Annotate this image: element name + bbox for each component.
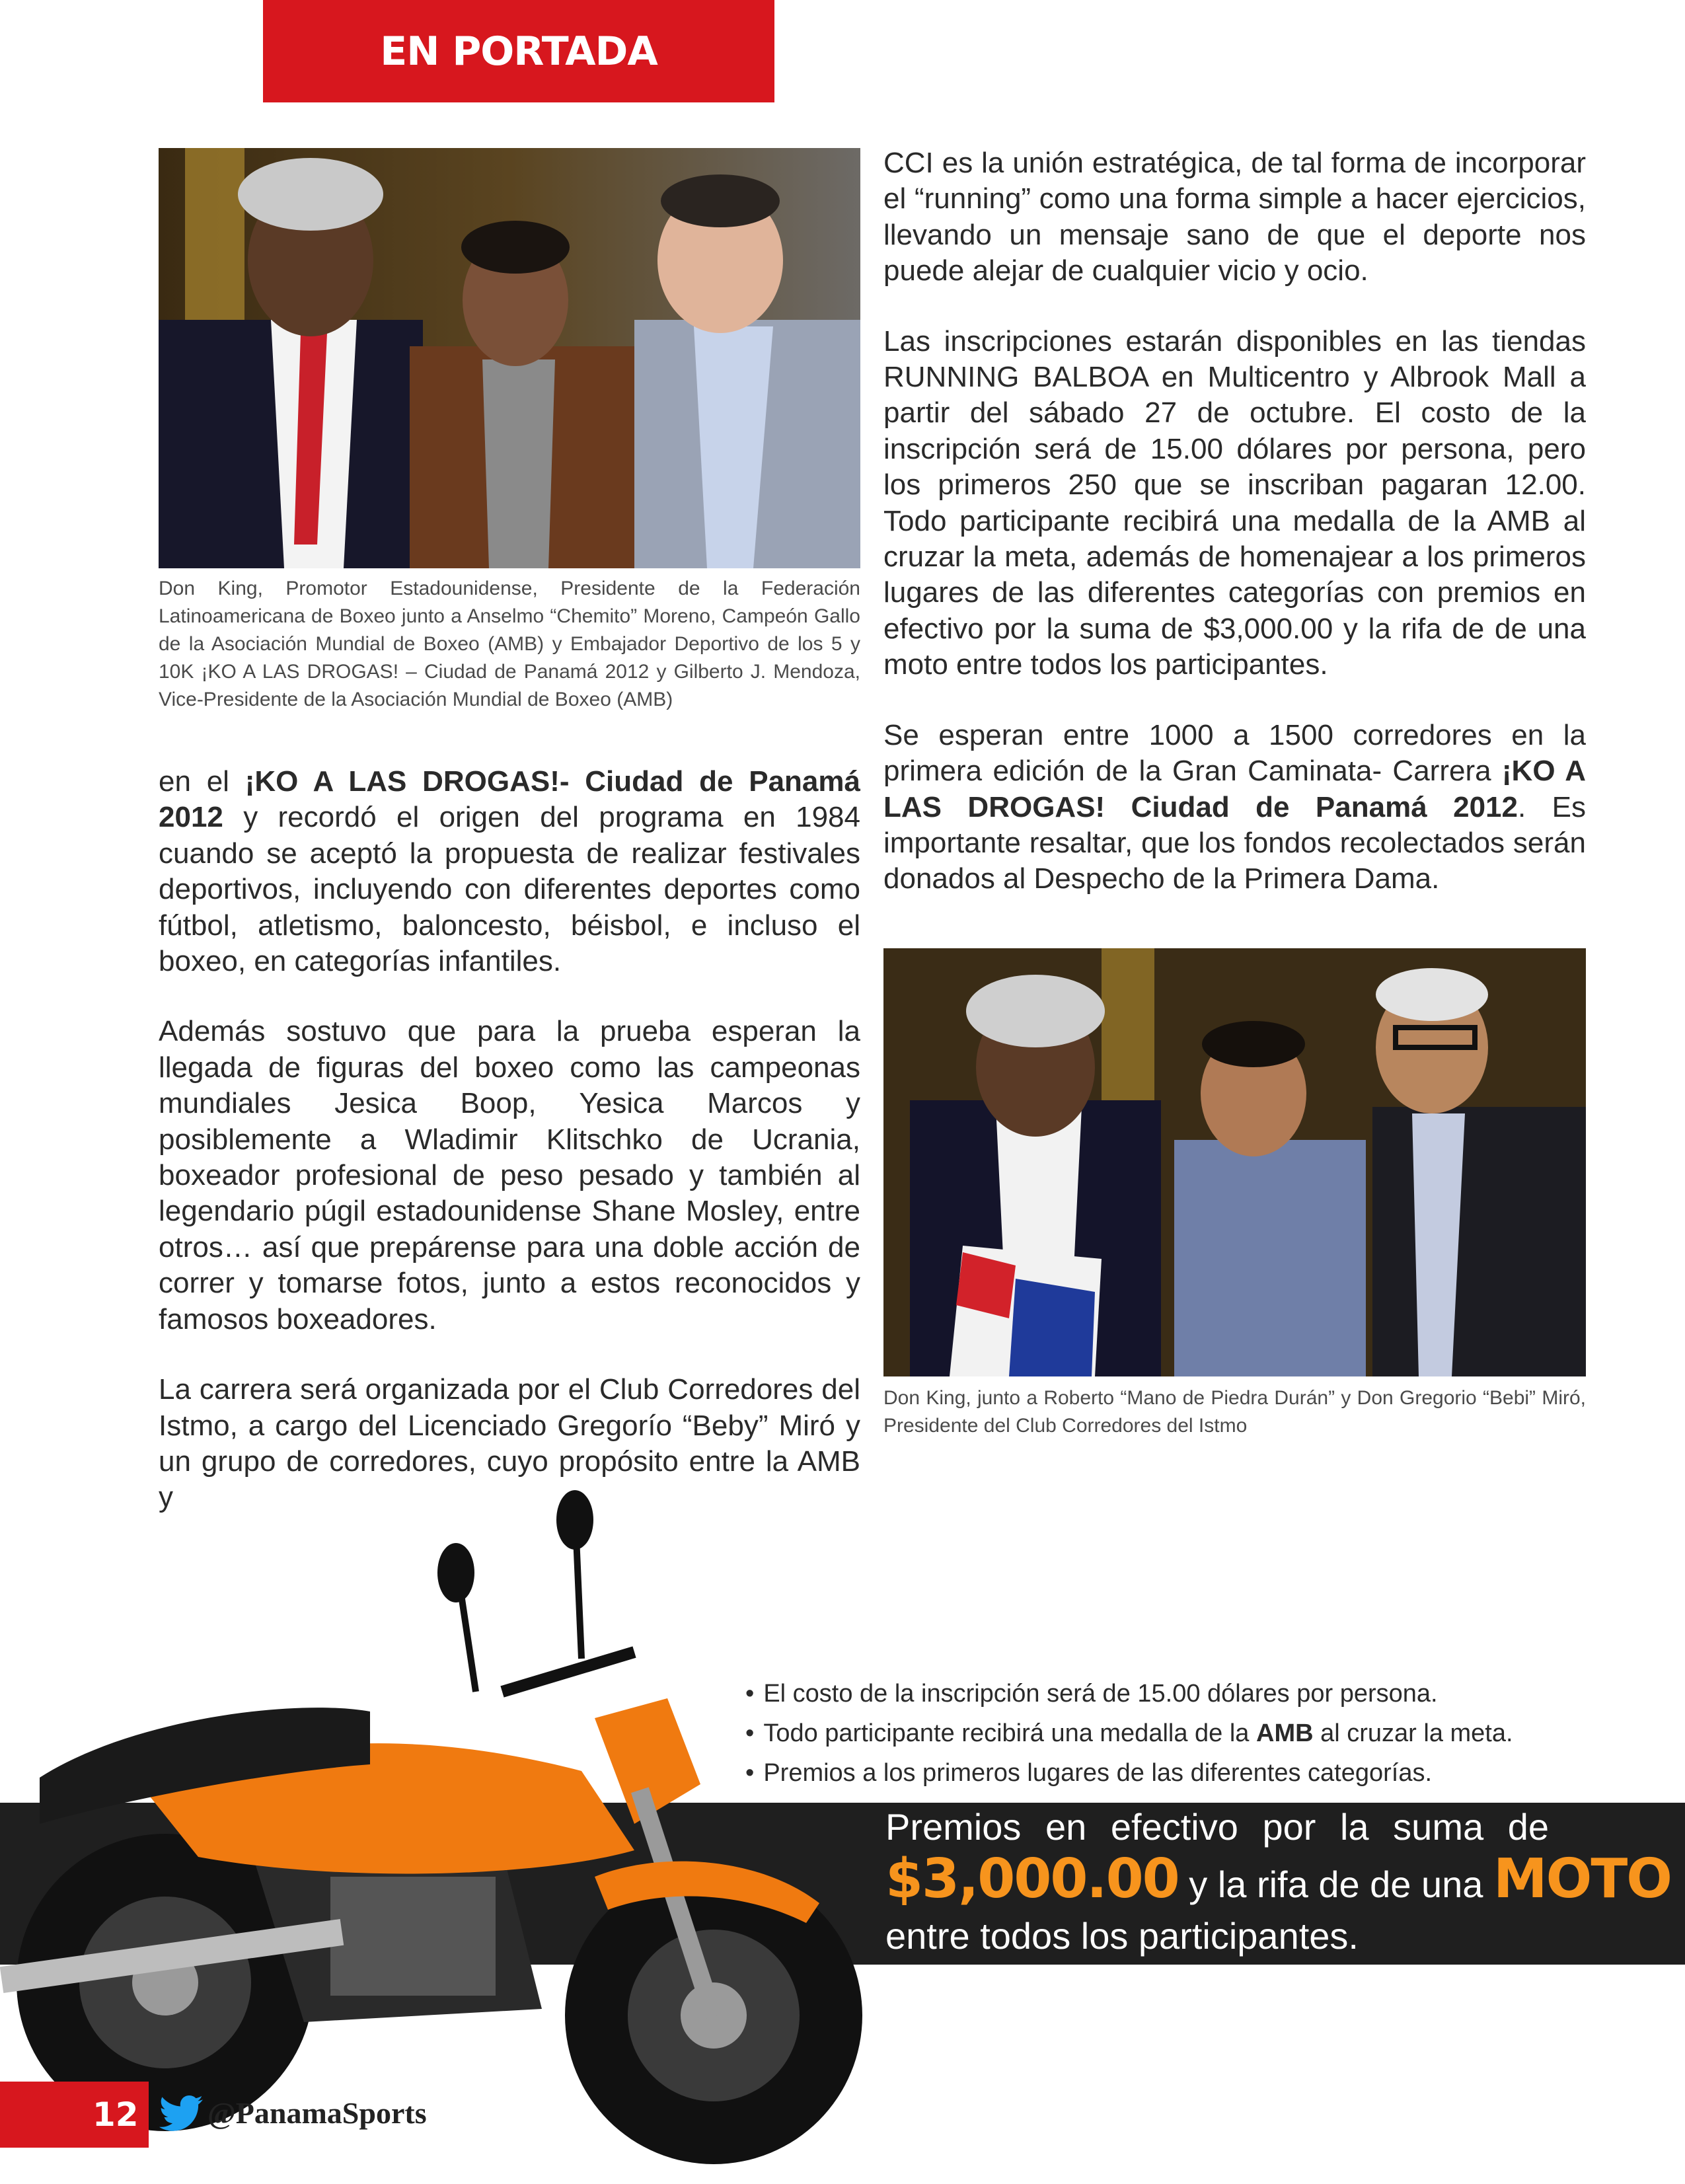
photo2-caption: Don King, junto a Roberto “Mano de Piedra Durán” y Don Gregorio “Bebi” Miró, Presidente del Club Corredores del Istmo [883, 1387, 1586, 1437]
right-paragraph-3: Se esperan entre 1000 a 1500 corredores en la primera edición de la Gran Caminata- Carrera ¡KO A LAS DROGAS! Ciudad de Panamá 2012. Es importante resaltar, que los fondos recolectados serán donados al Despecho de la Primera Dama. [883, 718, 1586, 895]
photo-don-king-duran-miro [883, 948, 1586, 1376]
event-name-bold: ¡KO A LAS DROGAS! Ciudad de Panamá 2012 [883, 755, 1586, 823]
promo-closing: entre todos los participantes. [885, 1915, 1359, 1957]
page-number: 12 [93, 2095, 139, 2134]
promo-headline: Premios en efectivo por la suma de [885, 1806, 1549, 1848]
photo1-caption: Don King, Promotor Estadounidense, Presidente de la Federación Latinoamericana de Boxeo junto a Anselmo “Chemito” Moreno, Campeón Gallo de la Asociación Mundial de Boxeo (AMB) y Embajador Deportivo de los 5 y 10K ¡KO A LAS DROGAS! – Ciudad de Panamá 2012 y Gilberto J. Mendoza, Vice-Presidente de la Asociación Mundial de Boxeo (AMB) [159, 578, 860, 710]
motorcycle-image [0, 1480, 872, 2181]
right-column [883, 145, 1586, 932]
section-title: EN PORTADA [263, 0, 774, 102]
right-paragraph-1: CCI es la unión estratégica, de tal forma de incorporar el “running” como una forma simple a hacer ejercicios, llevando un mensaje sano de que el deporte nos puede alejar de cualquier vicio y ocio. [883, 147, 1586, 287]
moto-highlight: MOTO [1493, 1848, 1671, 1910]
left-column [159, 764, 860, 1550]
right-paragraph-2: Las inscripciones estarán disponibles en las tiendas RUNNING BALBOA en Multicentro y Albrook Mall a partir del sábado 27 de octubre. El costo de la inscripción será de 15.00 dólares por persona, pero los primeros 250 que se inscriban pagaran 12.00. Todo participante recibirá una medalla de la AMB al cruzar la meta, además de homenajear a los primeros lugares de las diferentes categorías con premios en efectivo por la suma de $3,000.00 y la rifa de de una moto entre todos los participantes. [883, 324, 1586, 681]
list-item: • Todo participante recibirá una medalla de la AMB al cruzar la meta. [745, 1713, 1604, 1753]
photo-don-king-chemito-mendoza [159, 148, 860, 568]
highlights-list [745, 1674, 1604, 1793]
twitter-handle[interactable]: @PanamaSports [207, 2096, 427, 2130]
event-name-bold: ¡KO A LAS DROGAS!- Ciudad de Panamá 2012 [159, 765, 860, 834]
list-item: • Premios a los primeros lugares de las diferentes categorías. [745, 1753, 1604, 1793]
list-item: • El costo de la inscripción será de 15.00 dólares por persona. [745, 1674, 1604, 1713]
promo-amount-line: $3,000.00 y la rifa de de una MOTO [885, 1848, 1671, 1910]
twitter-bird-icon [157, 2090, 205, 2137]
left-paragraph-3: La carrera será organizada por el Club Corredores del Istmo, a cargo del Licenciado Gregorío “Beby” Miró y un grupo de corredores, cuyo propósito entre la AMB y [159, 1373, 860, 1514]
left-paragraph-2: Además sostuvo que para la prueba esperan la llegada de figuras del boxeo como las campeonas mundiales Jesica Boop, Yesica Marcos y posiblemente a Wladimir Klitschko de Ucrania, boxeador profesional de peso pesado y también al legendario púgil estadounidense Shane Mosley, entre otros… así que prepárense para una doble acción de correr y tomarse fotos, junto a estos reconocidos y famosos boxeadores. [159, 1015, 860, 1336]
left-paragraph-1: en el ¡KO A LAS DROGAS!- Ciudad de Panamá 2012 y recordó el origen del programa en 1984 cuando se aceptó la propuesta de realizar festivales deportivos, incluyendo con diferentes deportes como fútbol, atletismo, baloncesto, béisbol, e incluso el boxeo, en categorías infantiles. [159, 765, 860, 978]
prize-amount: $3,000.00 [885, 1848, 1179, 1910]
